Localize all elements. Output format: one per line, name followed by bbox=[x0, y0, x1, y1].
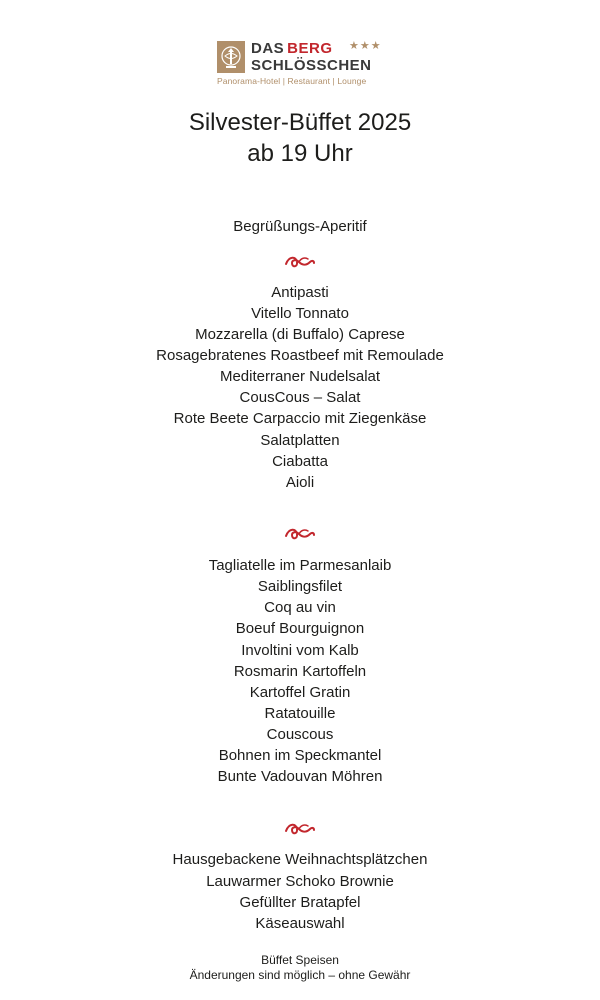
list-item: Tagliatelle im Parmesanlaib bbox=[208, 557, 392, 574]
castle-emblem-icon bbox=[217, 41, 245, 73]
list-item: Rosagebratenes Roastbeef mit Remoulade bbox=[156, 347, 444, 364]
aperitif-heading: Begrüßungs-Aperitif bbox=[233, 218, 367, 235]
list-item: Kartoffel Gratin bbox=[249, 684, 351, 701]
list-item: Gefüllter Bratapfel bbox=[239, 894, 361, 911]
list-item: Coq au vin bbox=[264, 599, 336, 616]
ornament-divider-icon bbox=[283, 817, 317, 839]
hotel-logo bbox=[217, 40, 387, 88]
logo-wordmark-top: DAS BERG bbox=[251, 40, 333, 57]
page-title: Silvester-Büffet 2025 bbox=[188, 109, 412, 136]
list-item: Bunte Vadouvan Möhren bbox=[217, 768, 383, 785]
list-item: Lauwarmer Schoko Brownie bbox=[206, 873, 394, 890]
list-item: Boeuf Bourguignon bbox=[235, 620, 365, 637]
footer-note: Büffet Speisen bbox=[261, 953, 339, 967]
list-item: Salatplatten bbox=[260, 432, 340, 449]
logo-berg-word: BERG bbox=[287, 40, 333, 57]
logo-subtitle: Panorama-Hotel | Restaurant | Lounge bbox=[217, 76, 367, 86]
ornament-divider-icon bbox=[283, 250, 317, 272]
list-item: Hausgebackene Weihnachtsplätzchen bbox=[172, 851, 428, 868]
list-item: Involtini vom Kalb bbox=[241, 642, 359, 659]
list-item: Aioli bbox=[285, 474, 315, 491]
logo-wordmark-bottom: SCHLÖSSCHEN bbox=[251, 57, 372, 74]
logo-stars: ★★★ bbox=[349, 40, 382, 52]
list-item: Bohnen im Speckmantel bbox=[218, 747, 382, 764]
list-item: Käseauswahl bbox=[255, 915, 345, 932]
list-item: Rosmarin Kartoffeln bbox=[233, 663, 367, 680]
list-item: Antipasti bbox=[271, 284, 329, 301]
list-item: Saiblingsfilet bbox=[257, 578, 343, 595]
list-item: Vitello Tonnato bbox=[251, 305, 349, 322]
footer-disclaimer: Änderungen sind möglich – ohne Gewähr bbox=[189, 968, 411, 982]
list-item: Couscous bbox=[266, 726, 334, 743]
page-subtitle: ab 19 Uhr bbox=[247, 140, 353, 167]
list-item: CousCous – Salat bbox=[239, 389, 361, 406]
list-item: Rote Beete Carpaccio mit Ziegenkäse bbox=[173, 410, 427, 427]
ornament-divider-icon bbox=[283, 522, 317, 544]
list-item: Ratatouille bbox=[264, 705, 336, 722]
list-item: Ciabatta bbox=[272, 453, 328, 470]
list-item: Mozzarella (di Buffalo) Caprese bbox=[195, 326, 405, 343]
list-item: Mediterraner Nudelsalat bbox=[219, 368, 381, 385]
